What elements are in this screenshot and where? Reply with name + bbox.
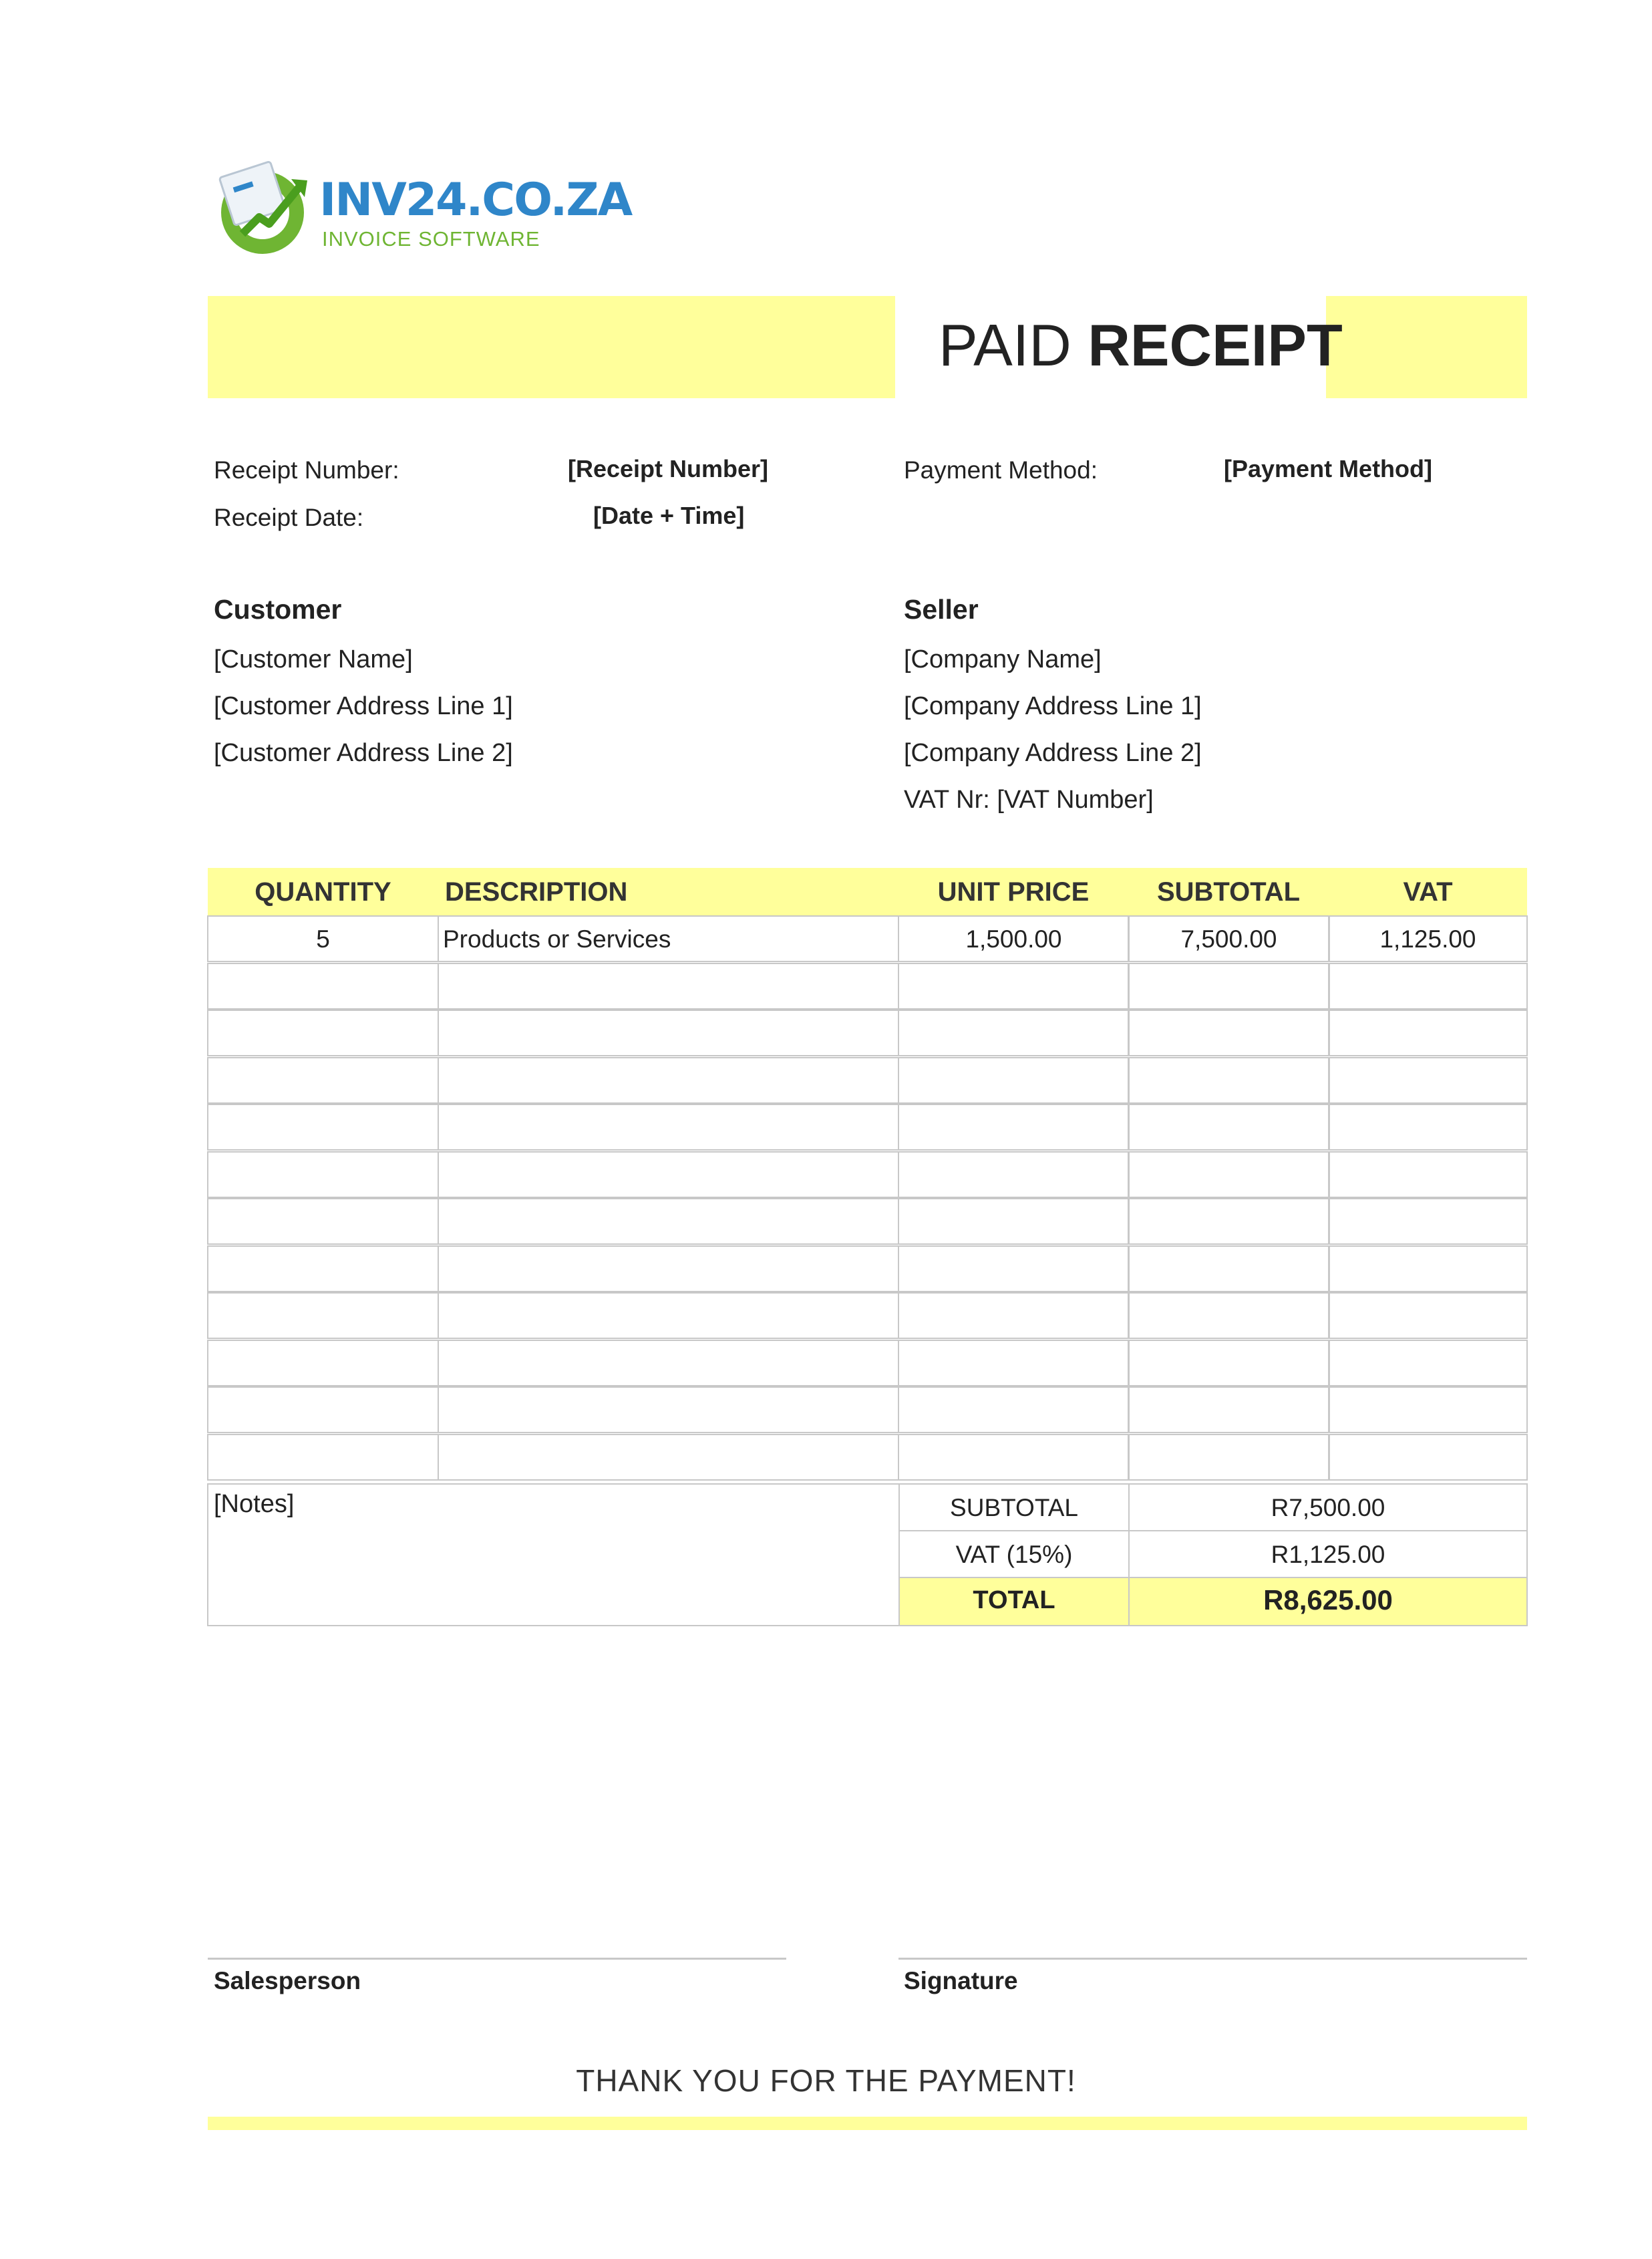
cell-quantity [207,1245,439,1292]
cell-quantity [207,1104,439,1151]
cell-vat [1328,1292,1528,1339]
cell-subtotal [1128,1057,1330,1104]
title-part-paid: PAID [939,312,1088,378]
header-quantity: QUANTITY [255,877,391,907]
cell-vat [1328,1198,1528,1245]
footer-bar [208,2117,1527,2130]
cell-unit-price [898,1198,1130,1245]
cell-vat [1328,1010,1528,1056]
table-row [208,1104,1527,1151]
seller-company-name: [Company Name] [904,645,1102,673]
cell-unit-price [898,1010,1130,1056]
customer-address-line-1: [Customer Address Line 1] [214,692,513,720]
salesperson-label: Salesperson [214,1967,361,1994]
cell-subtotal [1128,1386,1330,1433]
header-band-right [1326,296,1527,398]
table-row [208,1387,1527,1434]
customer-heading: Customer [214,594,342,625]
cell-vat: 1,125.00 [1328,915,1528,962]
cell-description [438,1292,899,1339]
table-row [208,1152,1527,1199]
cell-quantity [207,1010,439,1056]
cell-subtotal [1128,963,1330,1010]
cell-quantity [207,1292,439,1339]
cell-vat [1328,1151,1528,1198]
cell-vat [1328,1057,1528,1104]
cell-subtotal [1128,1151,1330,1198]
cell-description [438,1010,899,1056]
cell-unit-price [898,1057,1130,1104]
table-row [208,916,1527,963]
cell-vat [1328,1245,1528,1292]
logo-icon [212,160,313,257]
cell-subtotal: 7,500.00 [1128,915,1330,962]
cell-unit-price [898,1292,1130,1339]
payment-method-label: Payment Method: [904,456,1098,484]
notes-text: [Notes] [214,1490,295,1518]
cell-subtotal [1128,1340,1330,1386]
signature-line [898,1958,1527,1960]
vat-value: R1,125.00 [1128,1530,1528,1578]
table-header [208,868,1527,916]
subtotal-value: R7,500.00 [1128,1483,1528,1531]
thank-you-message: THANK YOU FOR THE PAYMENT! [576,2063,1076,2098]
brand-logo [212,160,632,257]
cell-subtotal [1128,1198,1330,1245]
customer-name: [Customer Name] [214,645,413,673]
vat-label: VAT (15%) [898,1530,1130,1578]
payment-method-value: [Payment Method] [1224,455,1433,482]
cell-unit-price [898,1245,1130,1292]
cell-description [438,1386,899,1433]
table-row [208,1058,1527,1104]
cell-quantity: 5 [207,915,439,962]
cell-unit-price [898,1386,1130,1433]
cell-subtotal [1128,1292,1330,1339]
header-unit-price: UNIT PRICE [937,877,1090,907]
cell-vat [1328,1104,1528,1151]
receipt-date-label: Receipt Date: [214,504,364,531]
header-description: DESCRIPTION [445,877,628,907]
logo-tagline: INVOICE SOFTWARE [322,227,540,251]
subtotal-label: SUBTOTAL [898,1483,1130,1531]
receipt-date-value: [Date + Time] [593,502,745,529]
cell-description [438,1151,899,1198]
seller-address-line-1: [Company Address Line 1] [904,692,1202,720]
cell-quantity [207,1198,439,1245]
table-row [208,1435,1527,1481]
total-value: R8,625.00 [1128,1577,1528,1626]
seller-vat-number: VAT Nr: [VAT Number] [904,786,1154,814]
table-row [208,1340,1527,1387]
cell-quantity [207,963,439,1010]
table-row [208,1293,1527,1340]
total-label: TOTAL [898,1577,1130,1626]
cell-unit-price [898,1104,1130,1151]
header-vat: VAT [1403,877,1453,907]
salesperson-line [208,1958,786,1960]
cell-vat [1328,1340,1528,1386]
cell-description [438,963,899,1010]
cell-subtotal [1128,1434,1330,1481]
cell-vat [1328,1434,1528,1481]
cell-subtotal [1128,1245,1330,1292]
table-row [208,1010,1527,1057]
header-band-left [208,296,895,398]
receipt-number-value: [Receipt Number] [568,455,769,482]
table-row [208,1246,1527,1293]
page-title [939,311,1343,380]
cell-description [438,1340,899,1386]
cell-unit-price [898,1340,1130,1386]
cell-quantity [207,1151,439,1198]
cell-vat [1328,963,1528,1010]
header-subtotal: SUBTOTAL [1156,877,1301,907]
cell-description [438,1245,899,1292]
cell-description: Products or Services [438,915,899,962]
cell-description [438,1434,899,1481]
cell-subtotal [1128,1010,1330,1056]
cell-unit-price [898,963,1130,1010]
cell-description [438,1104,899,1151]
table-row [208,963,1527,1010]
cell-unit-price [898,1434,1130,1481]
cell-unit-price: 1,500.00 [898,915,1130,962]
cell-subtotal [1128,1104,1330,1151]
cell-quantity [207,1386,439,1433]
signature-label: Signature [904,1967,1018,1994]
cell-unit-price [898,1151,1130,1198]
title-part-receipt: RECEIPT [1088,312,1343,378]
cell-quantity [207,1340,439,1386]
cell-quantity [207,1057,439,1104]
receipt-number-label: Receipt Number: [214,456,399,484]
cell-vat [1328,1386,1528,1433]
table-row [208,1199,1527,1245]
seller-address-line-2: [Company Address Line 2] [904,739,1202,767]
seller-heading: Seller [904,594,979,625]
cell-description [438,1198,899,1245]
cell-quantity [207,1434,439,1481]
customer-address-line-2: [Customer Address Line 2] [214,739,513,767]
notes-box [207,1483,900,1626]
logo-name: INV24.CO.ZA [319,174,632,227]
cell-description [438,1057,899,1104]
